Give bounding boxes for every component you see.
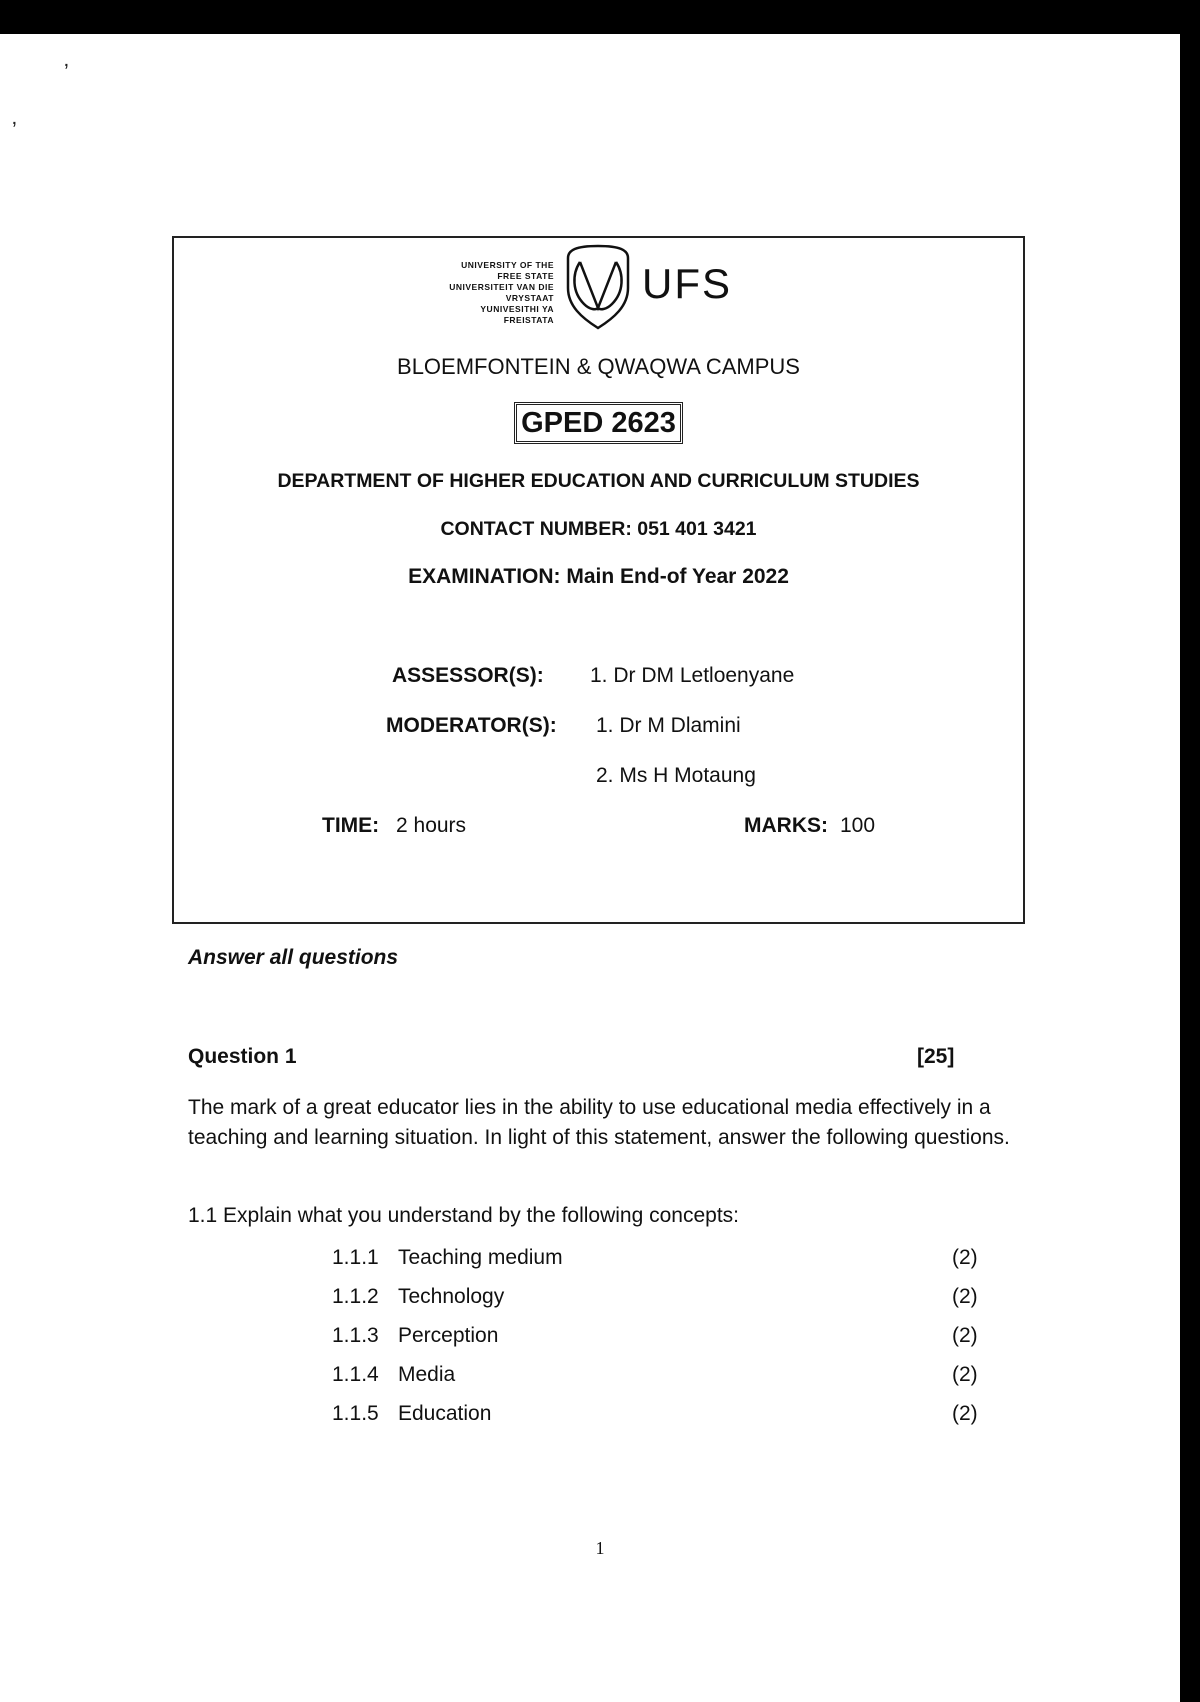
ufs-logo <box>444 244 764 332</box>
concept-number: 1.1.1 <box>332 1246 379 1269</box>
logo-line: YUNIVESITHI YA <box>480 304 554 314</box>
logo-line: FREE STATE <box>497 271 554 281</box>
concept-mark: (2) <box>952 1402 978 1425</box>
scan-top-border <box>0 0 1200 34</box>
concept-text: Media <box>398 1363 456 1386</box>
concept-number: 1.1.4 <box>332 1363 379 1386</box>
course-code: GPED 2623 <box>514 402 683 444</box>
assessor-label: ASSESSOR(S): <box>392 664 544 687</box>
concept-text: Teaching medium <box>398 1246 563 1269</box>
concept-number: 1.1.5 <box>332 1402 379 1425</box>
scan-right-border <box>1180 0 1200 1702</box>
logo-abbreviation: UFS <box>642 260 732 307</box>
logo-line: UNIVERSITEIT VAN DIE <box>449 282 554 292</box>
concept-mark: (2) <box>952 1285 978 1308</box>
question-body: The mark of a great educator lies in the ability to use educational media effectively in a teaching and learning situation. In light of this statement, answer the following questions. <box>188 1096 1010 1149</box>
concept-mark: (2) <box>952 1363 978 1386</box>
question-prompt: 1.1 Explain what you understand by the following concepts: <box>188 1204 740 1227</box>
logo-line: UNIVERSITY OF THE <box>461 260 554 270</box>
exam-label: EXAMINATION: <box>408 565 561 588</box>
logo-university-names <box>444 260 554 326</box>
scan-speck: ʼ <box>64 60 69 85</box>
scan-speck: ʼ <box>12 118 17 143</box>
marks-label: MARKS: <box>744 814 828 837</box>
time-label: TIME: <box>322 814 380 837</box>
concept-text: Education <box>398 1402 492 1425</box>
course-code-wrapper <box>174 402 1023 444</box>
logo-line: FREISTATA <box>503 315 554 325</box>
department-name: DEPARTMENT OF HIGHER EDUCATION AND CURRICULUM STUDIES <box>277 470 920 492</box>
contact-number: CONTACT NUMBER: 051 401 3421 <box>440 518 757 540</box>
examination-line <box>174 565 1023 589</box>
page-number: 1 <box>595 1538 605 1558</box>
moderator-2: 2. Ms H Motaung <box>596 764 756 787</box>
assessor-1: 1. Dr DM Letloenyane <box>590 664 795 687</box>
concept-text: Technology <box>398 1285 505 1308</box>
moderator-1: 1. Dr M Dlamini <box>596 714 741 737</box>
instruction: Answer all questions <box>188 946 399 969</box>
concept-number: 1.1.2 <box>332 1285 379 1308</box>
question-total-marks: [25] <box>917 1045 955 1068</box>
question-title: Question 1 <box>188 1045 297 1068</box>
exam-header-box <box>172 236 1025 924</box>
concept-number: 1.1.3 <box>332 1324 379 1347</box>
ufs-shield-icon <box>558 244 638 330</box>
time-value: 2 hours <box>396 814 467 837</box>
concept-mark: (2) <box>952 1324 978 1347</box>
campus-name: BLOEMFONTEIN & QWAQWA CAMPUS <box>397 354 800 379</box>
exam-value: Main End-of Year 2022 <box>566 565 789 588</box>
concept-text: Perception <box>398 1324 499 1347</box>
logo-line: VRYSTAAT <box>505 293 554 303</box>
moderator-label: MODERATOR(S): <box>386 714 557 737</box>
marks-value: 100 <box>840 814 876 837</box>
concept-mark: (2) <box>952 1246 978 1269</box>
